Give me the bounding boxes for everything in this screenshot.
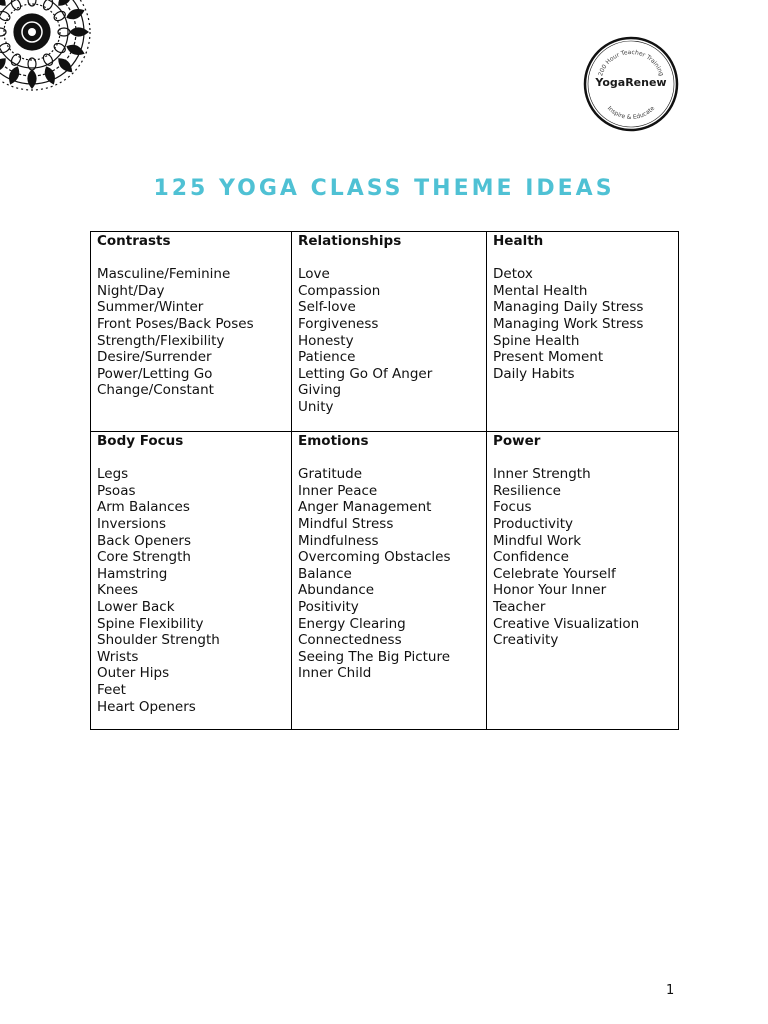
- theme-item: Anger Management: [298, 499, 432, 516]
- theme-cell: [91, 432, 292, 730]
- theme-item: Productivity: [493, 515, 574, 532]
- theme-item: Celebrate Yourself: [493, 565, 616, 582]
- theme-item: Love: [298, 266, 330, 283]
- theme-cell: [487, 232, 679, 432]
- theme-item: Gratitude: [298, 466, 363, 483]
- theme-item: Patience: [298, 349, 356, 366]
- theme-item: Arm Balances: [97, 499, 190, 516]
- theme-item: Inner Peace: [298, 482, 378, 499]
- theme-item: Mindful Stress: [298, 515, 394, 532]
- logo-ring-bottom-text: Inspire & Educate: [605, 104, 657, 122]
- theme-item: Core Strength: [97, 549, 191, 566]
- theme-item: Front Poses/Back Poses: [97, 315, 254, 332]
- table-row: [91, 232, 679, 432]
- theme-item: Overcoming Obstacles: [298, 549, 451, 566]
- theme-item: Honesty: [298, 332, 354, 349]
- theme-item: Energy Clearing: [298, 615, 406, 632]
- theme-item: Desire/Surrender: [97, 349, 212, 366]
- theme-item: Confidence: [493, 549, 569, 566]
- logo-ring-top-text: 200 Hour Teacher Training: [597, 48, 665, 78]
- theme-item: Masculine/Feminine: [97, 266, 231, 283]
- theme-item: Shoulder Strength: [97, 632, 220, 649]
- theme-cell: [292, 232, 487, 432]
- theme-item: Connectedness: [298, 632, 402, 649]
- theme-item: Psoas: [97, 482, 136, 499]
- theme-item: Change/Constant: [97, 382, 214, 399]
- theme-item: Knees: [97, 582, 139, 599]
- theme-table-body: [91, 232, 679, 730]
- theme-item: Hamstring: [97, 565, 168, 582]
- theme-item: Heart Openers: [97, 698, 196, 715]
- theme-item: Legs: [97, 466, 129, 483]
- theme-item: Abundance: [298, 582, 375, 599]
- theme-cell: [91, 232, 292, 432]
- category-heading: Health: [493, 233, 544, 249]
- theme-item: Focus: [493, 499, 532, 516]
- theme-item: Resilience: [493, 482, 561, 499]
- theme-item: Giving: [298, 382, 342, 399]
- page-number: 1: [666, 983, 675, 998]
- theme-item: Honor Your Inner: [493, 582, 607, 599]
- theme-item: Positivity: [298, 598, 359, 615]
- theme-item: Letting Go Of Anger: [298, 365, 433, 382]
- mandala-icon: [0, 0, 94, 94]
- theme-item: Wrists: [97, 648, 139, 665]
- category-heading: Power: [493, 433, 541, 449]
- theme-item: Night/Day: [97, 282, 165, 299]
- theme-item: Inner Child: [298, 665, 372, 682]
- theme-item: Mental Health: [493, 282, 588, 299]
- theme-item: Mindful Work: [493, 532, 582, 549]
- category-heading: Relationships: [298, 233, 402, 249]
- theme-item: Outer Hips: [97, 665, 170, 682]
- theme-item: Inversions: [97, 515, 167, 532]
- theme-item: Managing Work Stress: [493, 315, 644, 332]
- table-row: [91, 432, 679, 730]
- theme-item: Self-love: [298, 299, 356, 316]
- theme-item: Feet: [97, 681, 126, 698]
- theme-table: [90, 231, 679, 730]
- logo-name: YogaRenew: [595, 76, 667, 89]
- theme-item: Seeing The Big Picture: [298, 648, 451, 665]
- theme-item: Compassion: [298, 282, 381, 299]
- theme-cell: [292, 432, 487, 730]
- theme-item: Summer/Winter: [97, 299, 204, 316]
- theme-item: Spine Flexibility: [97, 615, 204, 632]
- theme-item: Daily Habits: [493, 365, 575, 382]
- category-heading: Emotions: [298, 433, 369, 449]
- theme-cell: [487, 432, 679, 730]
- category-heading: Contrasts: [97, 233, 171, 249]
- theme-item: Inner Strength: [493, 466, 591, 483]
- theme-item: Spine Health: [493, 332, 580, 349]
- theme-item: Creativity: [493, 632, 559, 649]
- theme-item: Mindfulness: [298, 532, 379, 549]
- theme-item: Strength/Flexibility: [97, 332, 225, 349]
- theme-item: Creative Visualization: [493, 615, 640, 632]
- yogarenew-logo: [582, 35, 680, 133]
- theme-item: Back Openers: [97, 532, 192, 549]
- theme-item: Present Moment: [493, 349, 604, 366]
- theme-item: Unity: [298, 398, 334, 415]
- theme-item: Forgiveness: [298, 315, 379, 332]
- theme-item: Managing Daily Stress: [493, 299, 644, 316]
- category-heading: Body Focus: [97, 433, 184, 449]
- theme-item: Power/Letting Go: [97, 365, 213, 382]
- theme-item: Teacher: [493, 598, 546, 615]
- theme-item: Lower Back: [97, 598, 175, 615]
- theme-item: Detox: [493, 266, 533, 283]
- page-title: 125 YOGA CLASS THEME IDEAS: [153, 176, 615, 201]
- theme-item: Balance: [298, 565, 352, 582]
